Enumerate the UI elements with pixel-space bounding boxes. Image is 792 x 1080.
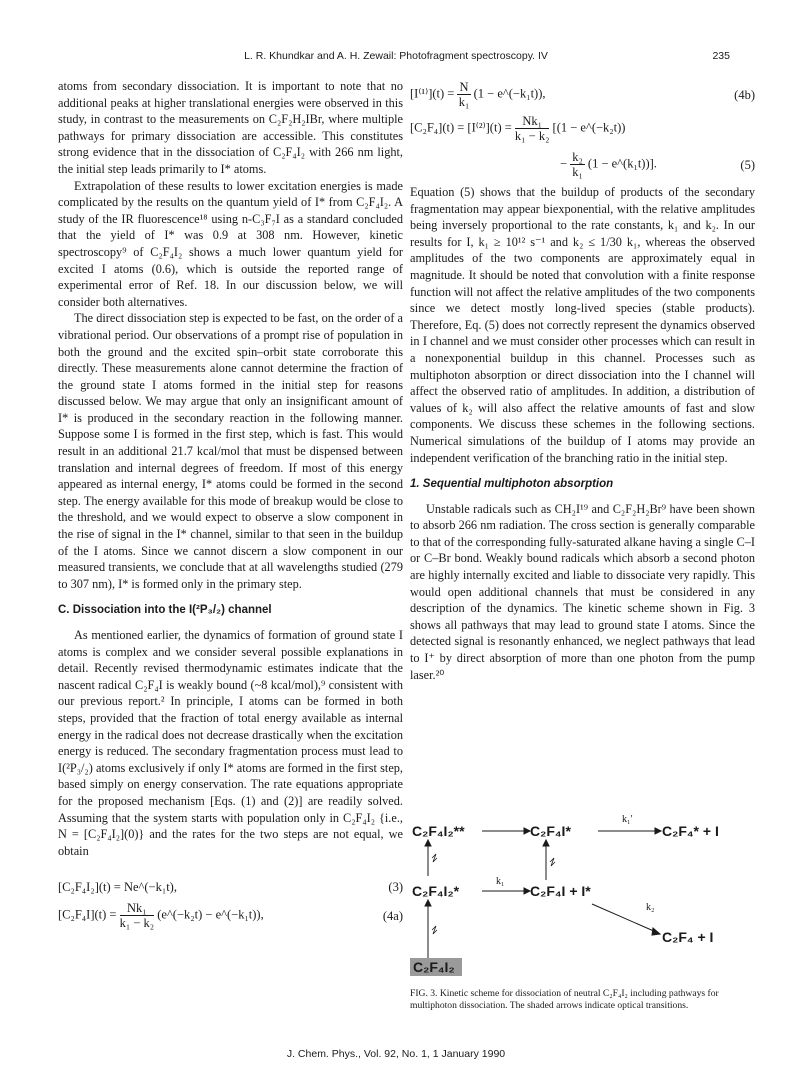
equation-4a-number: (4a) bbox=[382, 909, 403, 924]
scheme-photon-squiggle-middle bbox=[550, 858, 555, 866]
scheme-vertical-arrowhead-left-lower bbox=[425, 900, 431, 906]
equation-5-denominator: k₁ − k₂ bbox=[514, 129, 550, 143]
scheme-rate-k2: k₂ bbox=[646, 902, 655, 913]
equation-5-rest-2: (1 − e^(k₁t))]. bbox=[587, 156, 657, 171]
journal-footer: J. Chem. Phys., Vol. 92, No. 1, 1 January 1990 bbox=[286, 1048, 506, 1060]
equation-4a-numerator: Nk₁ bbox=[120, 901, 155, 916]
equation-5-minus: − bbox=[560, 156, 568, 171]
equation-4b-number: (4b) bbox=[734, 88, 755, 102]
scheme-products-c2f4-excited-plus-i: C₂F₄* + I bbox=[662, 823, 719, 839]
equation-4b bbox=[410, 78, 755, 112]
scheme-species-c2f4i2-doubly-excited: C₂F₄I₂** bbox=[412, 823, 465, 839]
equation-5-line-2-denominator: k₁ bbox=[572, 165, 583, 179]
paragraph-2: Extrapolation of these results to lower excitation energies is made complicated by the results on the quantum yield of I* from C₂F₄I₂. A study of the IR fluorescence¹⁸ using n-C₃F₇I as a standard concluded that the yield of I* was 0.9 at 308 nm. However, kinetic spectroscopy⁹ of C₂F₄I₂ shows a much lower quantum yield for excited I atoms (0.6), which is outside the reported range of experimental error of Ref. 18. In our discussion below, we will consider both alternatives. bbox=[58, 178, 403, 309]
scheme-vertical-arrowhead-middle bbox=[543, 840, 549, 846]
section-heading-c: C. Dissociation into the I(²P₃/₂) channel bbox=[58, 604, 272, 617]
scheme-rate-k1-prime: k₁′ bbox=[622, 814, 633, 825]
scheme-photon-squiggle-upper-left bbox=[432, 854, 437, 862]
subsection-heading-1: 1. Sequential multiphoton absorption bbox=[410, 478, 614, 491]
equation-4b-denominator: k₁ bbox=[458, 95, 470, 109]
equation-4b-numerator: N bbox=[459, 80, 469, 94]
equation-5-line-2-numerator: k₂ bbox=[572, 150, 583, 164]
scheme-rate-k1: k₁ bbox=[496, 876, 505, 887]
equation-4b-fraction bbox=[457, 80, 470, 109]
paragraph-1: atoms from secondary dissociation. It is important to note that no additional peaks at higher translational energies were observed in this study, in contrast to the measurements on C₂F₂H₂IBr, where multiple pathways for primary dissociation are accessible. This constitutes strong evidence that in the dissociation of C₂F₄I₂ with 266 nm light, the initial step leads primarily to I* atoms. bbox=[58, 79, 403, 176]
equation-4a-denominator: k₁ − k₂ bbox=[119, 916, 155, 931]
figure-caption: FIG. 3. Kinetic scheme for dissociation of neutral C₂F₄I₂ including pathways for multiphoton dissociation. The shaded arrows indicate optical transitions. bbox=[410, 988, 719, 1011]
scheme-species-c2f4i-excited: C₂F₄I* bbox=[530, 823, 571, 839]
equation-4a-lhs: [C₂F₄I](t) = bbox=[58, 907, 117, 922]
paragraph-6: Unstable radicals such as CH₂I¹⁹ and C₂F₂H₂Br⁹ have been shown to absorb 266 nm radiation. The cross section is generally comparable to that of the corresponding fully-saturated alkane having a single C–I or C–Br bond. Weakly bound radicals which absorb a second photon are highly internally excited and liable to dissociate very rapidly. This would open additional channels that must be considered in any description of the dynamics. The kinetic scheme shown in Fig. 3 shows all pathways that may lead to ground state I atoms. Since the detected signal is resonantly enhanced, we neglect pathways that lead to I⁺ by direct absorption of more than one photon from the pump laser.²⁰ bbox=[410, 501, 755, 682]
scheme-products-c2f4-plus-i: C₂F₄ + I bbox=[662, 929, 714, 945]
scheme-arrowhead-row3 bbox=[652, 928, 660, 935]
equation-5-fraction bbox=[515, 114, 550, 143]
equation-4b-rest: (1 − e^(−k₁t)), bbox=[473, 86, 546, 101]
paragraph-5: Equation (5) shows that the buildup of products of the secondary fragmentation may appear biexponential, with the relative amplitudes being inversely proportional to the rate constants, k₁ and k₂. In our results for I, k₁ ≥ 10¹² s⁻¹ and k₂ ≤ 1/30 k₁, whereas the observed amplitudes of the two components are approximately equal in magnitude. It should be noted that convolution with a finite response function will not affect the relative amplitudes of the two components since we detect mostly long-lived species (stable products). Therefore, Eq. (5) does not correctly represent the dynamics observed in I channel and we must consider other processes which can result in a nonexponential buildup in this channel. Processes such as multiphoton absorption or direct dissociation into the I channel will affect the observed ratio of amplitudes. In addition, a distribution of values of k₂ will also affect the relative amounts of fast and slow components. We discuss these schemes in the following sections. Numerical simulations of the buildup of I atoms may provide an independent verification of the branching ratio in the initial step. bbox=[410, 185, 755, 465]
paragraph-3: The direct dissociation step is expected to be fast, on the order of a vibrational period. Our observations of a prompt rise of population in both the ground and the excited spin–orbit state corroborate this directly. These measurements alone cannot determine the fraction of the ground state I atoms formed in the initial step for reasons discussed below. We may argue that only an insignificant amount of I* is produced in the secondary reaction in the following manner. Suppose some I is formed in the first step, which is fast. This would result in an additional 21.7 kcal/mol that must be dispensed between translation and internal degrees of freedom. If most of this energy appeared as internal energy, I* atoms could be formed in the second step. The energy available for this mode of breakup would be close to the threshold, and we would expect to observe a slow component in the rise of signal in the I* channel, similar to that seen in the buildup of the I atoms. Since we cannot discern a slow component in our measured transients, we conclude that at all wavelengths studied (279 to 307 nm), I* is formed only in the primary step. bbox=[58, 311, 403, 591]
running-header: L. R. Khundkar and A. H. Zewail: Photofragment spectroscopy. IV bbox=[244, 50, 548, 62]
equation-5-line-1 bbox=[410, 112, 755, 148]
equation-5-rest-1: [(1 − e^(−k₂t)) bbox=[552, 120, 626, 135]
equation-5-line-2 bbox=[410, 148, 755, 184]
scheme-vertical-arrowhead-left-upper bbox=[425, 840, 431, 846]
equation-3-body: [C₂F₄I₂](t) = Ne^(−k₁t), bbox=[58, 880, 177, 895]
equation-4a-rest: (e^(−k₂t) − e^(−k₁t)), bbox=[157, 907, 264, 922]
equation-5-line-2-fraction bbox=[570, 150, 585, 179]
left-column bbox=[58, 78, 403, 933]
scheme-species-c2f4i2-ground: C₂F₄I₂ bbox=[413, 959, 455, 975]
equation-3-number: (3) bbox=[388, 880, 403, 895]
equation-3 bbox=[58, 877, 403, 899]
equation-4b-lhs: [I⁽¹⁾](t) = bbox=[410, 86, 455, 101]
page-number: 235 bbox=[712, 50, 730, 62]
equation-5-number: (5) bbox=[740, 158, 755, 172]
paragraph-4: As mentioned earlier, the dynamics of formation of ground state I atoms is complex and we consider several possible explanations in detail. Recently revised thermodynamic estimates indicate that the nascent radical C₂F₄I is weakly bound (~8 kcal/mol),⁹ consistent with our previous report.² In principle, I atoms can be formed in both steps, provided that the fraction of total energy available as internal energy in the radical does not decrease drastically when the excitation energy is reduced. The secondary fragmentation process must lead to I(²P₃/₂) atoms exclusively if only I* atoms are formed in the first step, based simply on energy conservation. The rate equations appropriate for the proposed mechanism [Eqs. (1) and (2)] are readily solved. Assuming that the system starts with population only in C₂F₄I₂ {i.e., N = [C₂F₄I₂](0)} and the rates for the two steps are not equal, we obtain bbox=[58, 628, 403, 858]
equation-5-lhs: [C₂F₄](t) = [I⁽²⁾](t) = bbox=[410, 120, 512, 135]
equation-4a bbox=[58, 899, 403, 933]
scheme-arrowhead-row1-b bbox=[655, 828, 661, 834]
equation-5-numerator: Nk₁ bbox=[515, 114, 550, 129]
scheme-species-c2f4i2-excited: C₂F₄I₂* bbox=[412, 883, 460, 899]
right-column bbox=[410, 78, 755, 683]
scheme-products-c2f4i-plus-i-star: C₂F₄I + I* bbox=[530, 883, 591, 899]
scheme-photon-squiggle-lower-left bbox=[432, 926, 437, 934]
equation-4a-fraction bbox=[120, 901, 155, 930]
kinetic-scheme-figure bbox=[410, 808, 750, 978]
